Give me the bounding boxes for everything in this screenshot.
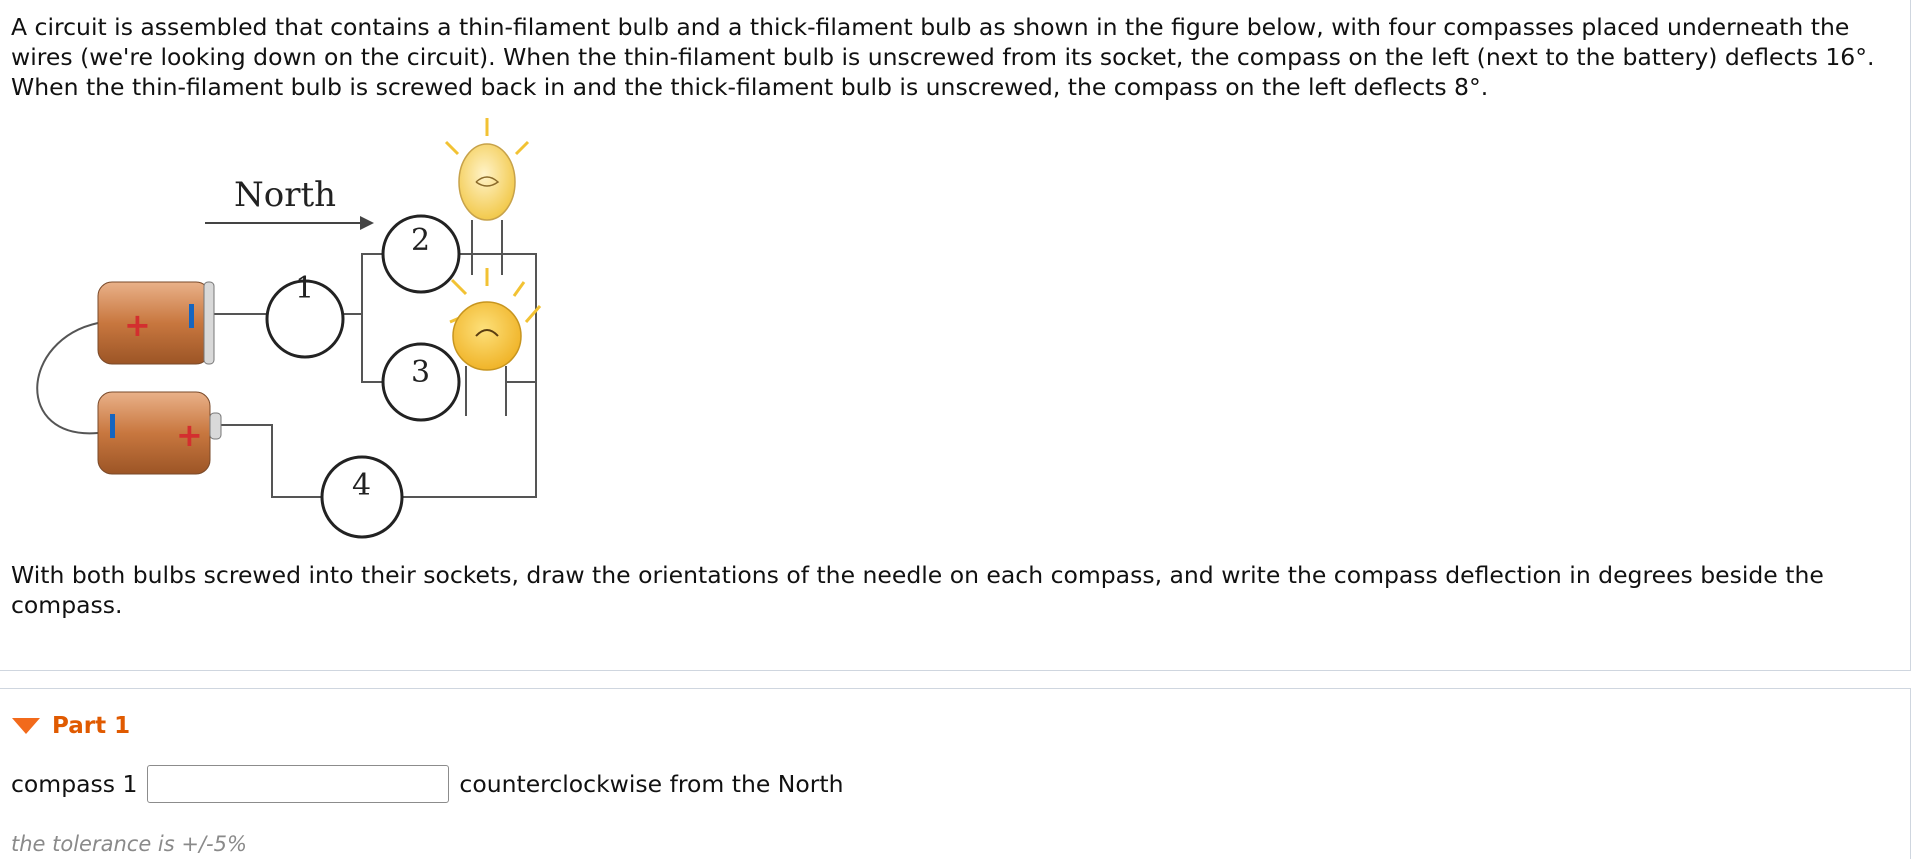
answer-unit-text: counterclockwise from the North <box>459 770 844 798</box>
compass-2 <box>383 216 459 292</box>
thick-filament-bulb <box>450 268 540 416</box>
circuit-figure <box>6 110 576 558</box>
north-label: North <box>234 175 337 215</box>
battery-bottom <box>98 392 221 474</box>
battery-minus-sign <box>189 304 194 328</box>
battery-plus-sign: + <box>176 416 203 454</box>
compass-3-label: 3 <box>411 355 431 390</box>
battery-minus-sign <box>110 414 115 438</box>
compass-3 <box>383 344 459 420</box>
compass-2-label: 2 <box>411 223 431 258</box>
compass-4-label: 4 <box>352 468 372 503</box>
north-arrow <box>205 216 374 230</box>
problem-instructions: With both bulbs screwed into their sockets, draw the orientations of the needle on each compass, and write the compass deflection in degrees beside the compass. <box>11 561 1824 619</box>
compass-1-field-label: compass 1 <box>11 770 138 798</box>
compass-1-answer-input[interactable] <box>147 765 449 803</box>
battery-top <box>98 282 214 364</box>
tolerance-note: the tolerance is +/-5% <box>11 832 247 856</box>
part-1-header[interactable] <box>12 713 130 739</box>
part-1-title: Part 1 <box>52 713 131 739</box>
compass-1-label: 1 <box>295 271 315 306</box>
compass-1 <box>267 271 343 357</box>
compass-4 <box>322 457 402 537</box>
panel-gap <box>0 671 1914 688</box>
battery-plus-sign: + <box>124 306 151 344</box>
collapse-triangle-icon[interactable] <box>12 718 40 734</box>
part-1-panel <box>0 688 1911 859</box>
answer-row <box>11 765 844 803</box>
problem-intro-text: A circuit is assembled that contains a thin-filament bulb and a thick-filament bulb as shown in the figure below, with four compasses placed underneath the wires (we're looking down on the circuit). When the thin-filament bulb is unscrewed from its socket, the compass on the left (next to the battery) deflects 16°. When the thin-filament bulb is screwed back in and the thick-filament bulb is unscrewed, the compass on the left deflects 8°. <box>11 13 1875 101</box>
